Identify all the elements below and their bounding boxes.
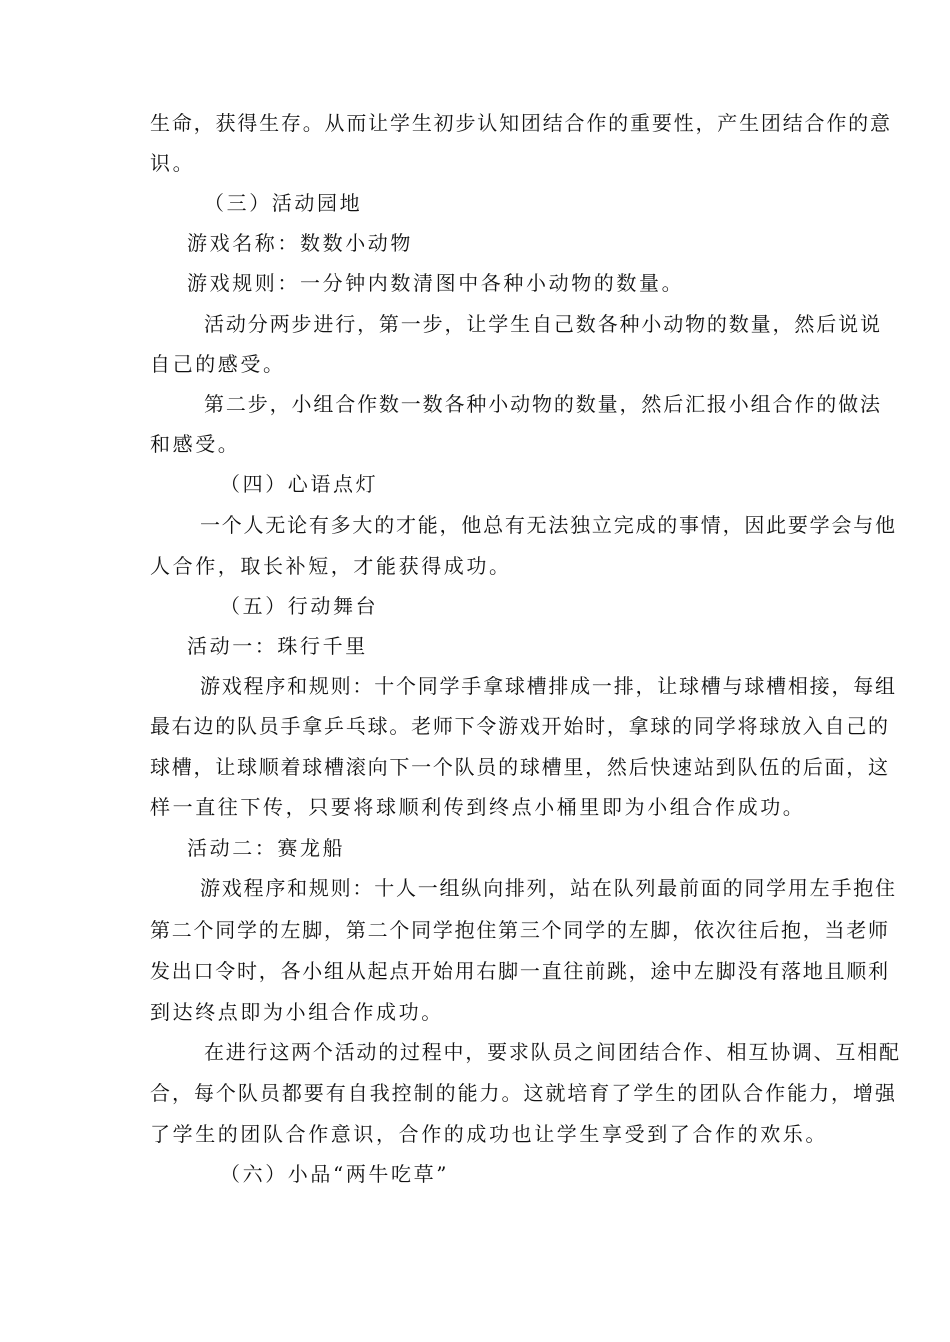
paragraph-line: 第二个同学的左脚，第二个同学抱住第三个同学的左脚，依次往后抱，当老师 [150, 918, 888, 942]
section-heading: （五）行动舞台 [220, 594, 379, 618]
paragraph-line: 最右边的队员手拿乒乓球。老师下令游戏开始时，拿球的同学将球放入自己的 [150, 714, 888, 738]
paragraph-line: 样一直往下传，只要将球顺利传到终点小桶里即为小组合作成功。 [150, 795, 806, 819]
paragraph-line: 活动二：赛龙船 [187, 836, 346, 860]
section-heading: （六）小品“两牛吃草” [220, 1162, 450, 1186]
paragraph-line: 生命，获得生存。从而让学生初步认知团结合作的重要性，产生团结合作的意 [150, 111, 890, 135]
paragraph-line: 到达终点即为小组合作成功。 [150, 1000, 444, 1024]
paragraph-line: 游戏程序和规则：十个同学手拿球槽排成一排，让球槽与球槽相接，每组 [200, 674, 895, 698]
paragraph-line: 游戏程序和规则：十人一组纵向排列，站在队列最前面的同学用左手抱住 [200, 876, 895, 900]
section-heading: （三）活动园地 [204, 191, 363, 215]
section-heading: （四）心语点灯 [220, 472, 379, 496]
paragraph-line: 在进行这两个活动的过程中，要求队员之间团结合作、相互协调、互相配 [204, 1040, 899, 1064]
paragraph-line: 合，每个队员都要有自我控制的能力。这就培育了学生的团队合作能力，增强 [150, 1081, 895, 1105]
paragraph-line: 识。 [150, 151, 196, 175]
paragraph-line: 一个人无论有多大的才能，他总有无法独立完成的事情，因此要学会与他 [200, 513, 895, 537]
paragraph-line: 和感受。 [150, 432, 241, 456]
paragraph-line: 游戏名称：数数小动物 [187, 231, 413, 255]
paragraph-line: 自己的感受。 [150, 352, 286, 376]
paragraph-line: 游戏规则：一分钟内数清图中各种小动物的数量。 [187, 271, 685, 295]
paragraph-line: 人合作，取长补短，才能获得成功。 [150, 554, 512, 578]
paragraph-line: 活动一：珠行千里 [187, 634, 368, 658]
paragraph-line: 第二步，小组合作数一数各种小动物的数量，然后汇报小组合作的做法 [204, 392, 880, 416]
paragraph-line: 活动分两步进行，第一步，让学生自己数各种小动物的数量，然后说说 [204, 312, 880, 336]
paragraph-line: 了学生的团队合作意识，合作的成功也让学生享受到了合作的欢乐。 [150, 1122, 828, 1146]
paragraph-line: 球槽，让球顺着球槽滚向下一个队员的球槽里，然后快速站到队伍的后面，这 [150, 755, 888, 779]
paragraph-line: 发出口令时，各小组从起点开始用右脚一直往前跳，途中左脚没有落地且顺利 [150, 959, 888, 983]
